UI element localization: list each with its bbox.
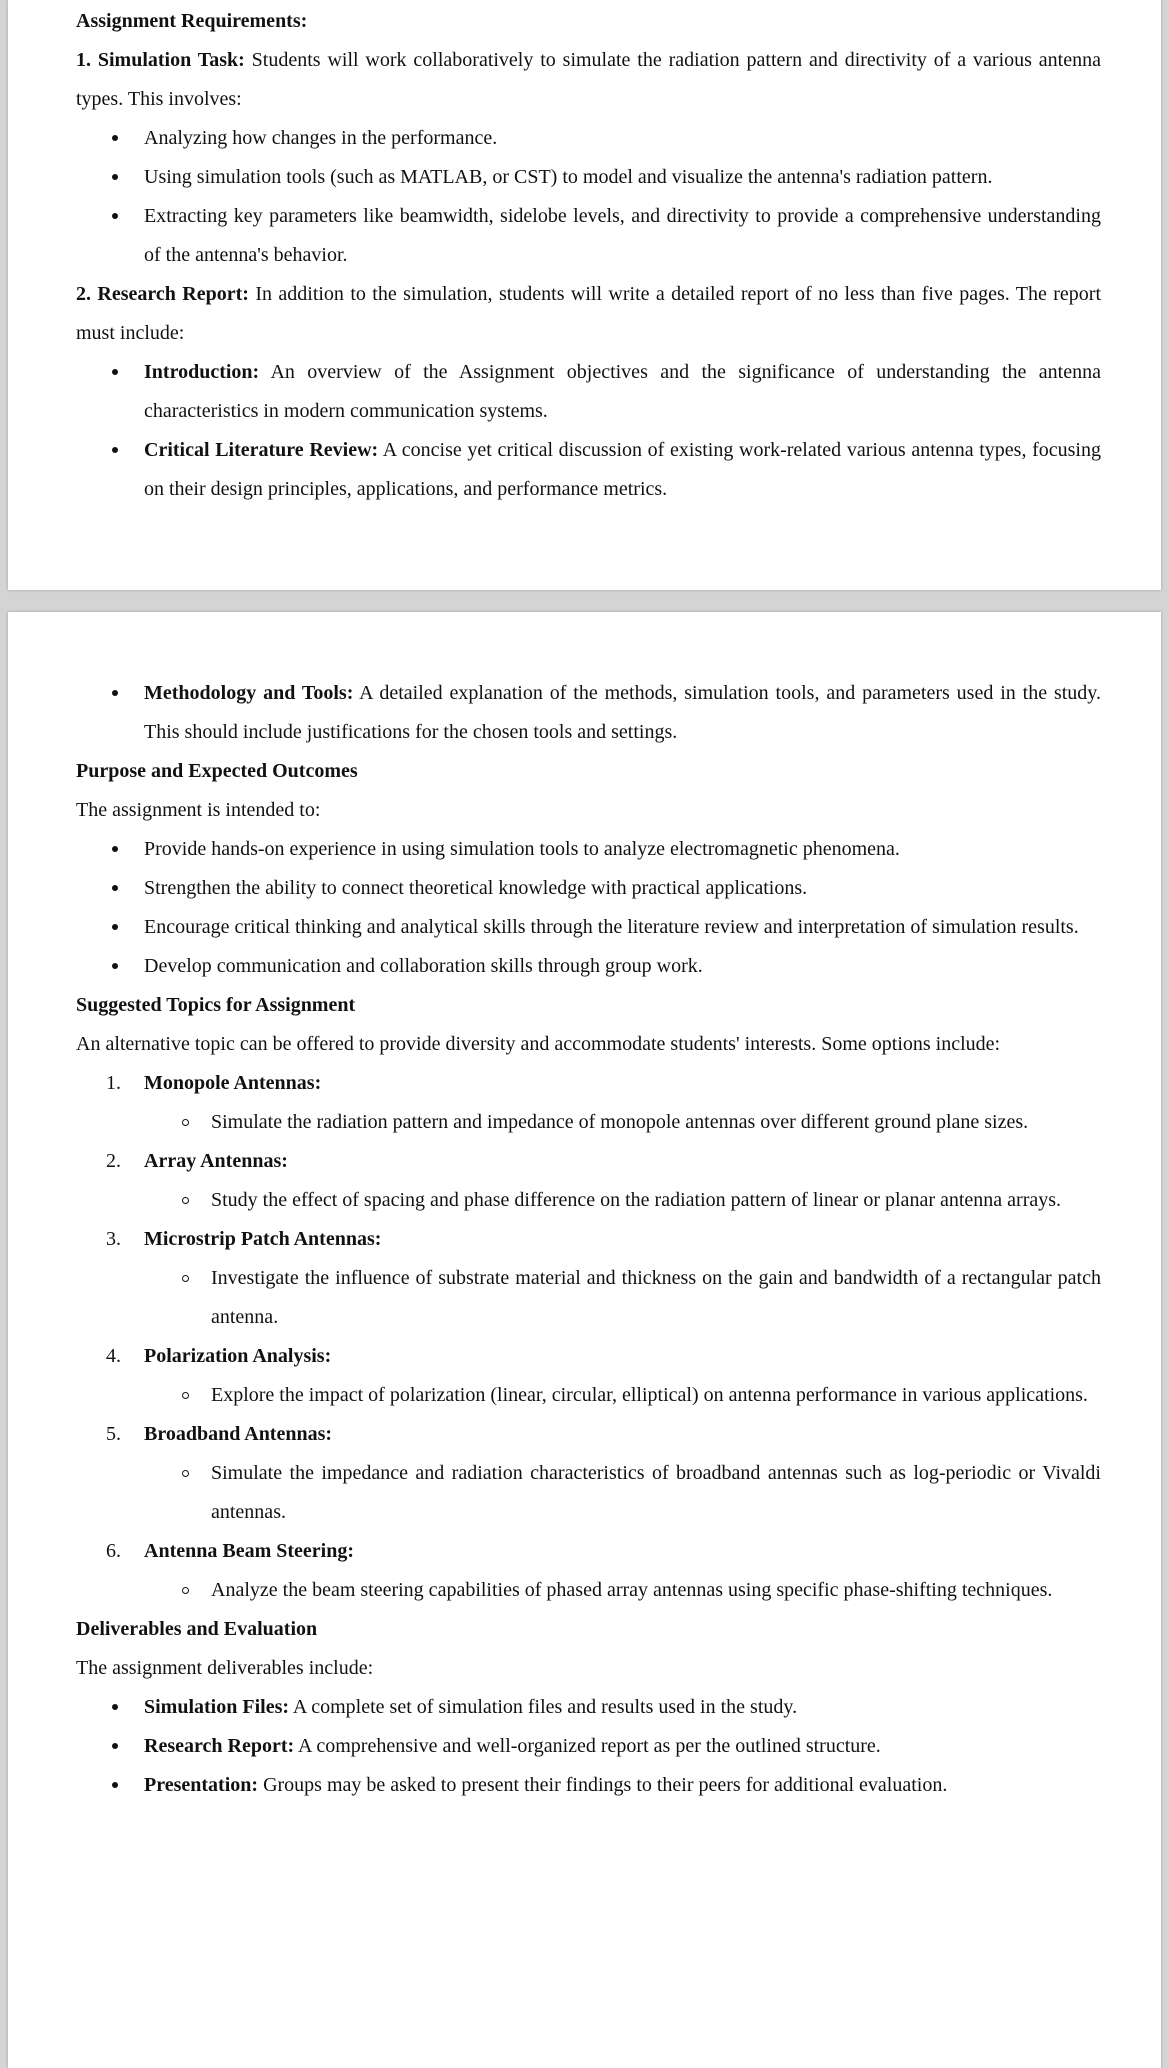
- topic-title: Array Antennas:: [144, 1150, 288, 1172]
- purpose-list: [76, 830, 1101, 986]
- simulation-task-paragraph: 1. Simulation Task: Students will work collaboratively to simulate the radiation pattern and directivity of a various antenna types. This involves:: [76, 49, 1101, 110]
- topic-detail: Investigate the influence of substrate material and thickness on the gain and bandwidth of a rectangular patch antenna.: [211, 1267, 1101, 1328]
- bullet-icon: [112, 174, 118, 180]
- purpose-intro: The assignment is intended to:: [76, 799, 321, 821]
- topic-item: [76, 1064, 1101, 1142]
- methodology-list: [76, 674, 1101, 752]
- bullet-icon: [112, 447, 118, 453]
- bullet-icon: [112, 213, 118, 219]
- list-item: Simulation Files: A complete set of simulation files and results used in the study.: [76, 1688, 1101, 1727]
- topic-title: Microstrip Patch Antennas:: [144, 1228, 382, 1250]
- topic-item: [76, 1220, 1101, 1337]
- topic-item: [76, 1532, 1101, 1610]
- topic-title: Broadband Antennas:: [144, 1423, 333, 1445]
- research-report-list: [76, 353, 1101, 509]
- topic-number: 3.: [106, 1228, 121, 1250]
- heading-purpose: Purpose and Expected Outcomes: [76, 760, 358, 782]
- bullet-icon: [112, 885, 118, 891]
- topic-number: 1.: [106, 1072, 121, 1094]
- list-item: Methodology and Tools: A detailed explanation of the methods, simulation tools, and parameters used in the study. This should include justifications for the chosen tools and settings.: [76, 674, 1101, 752]
- topic-number: 4.: [106, 1345, 121, 1367]
- simulation-task-label: 1. Simulation Task:: [76, 49, 245, 71]
- list-item: Extracting key parameters like beamwidth, sidelobe levels, and directivity to provide a comprehensive understanding of the antenna's behavior.: [76, 197, 1101, 275]
- topic-title: Monopole Antennas:: [144, 1072, 322, 1094]
- topics-list: [76, 1064, 1101, 1610]
- topic-number: 2.: [106, 1150, 121, 1172]
- list-item: Develop communication and collaboration skills through group work.: [76, 947, 1101, 986]
- bullet-icon: [112, 1704, 118, 1710]
- bullet-icon: [112, 369, 118, 375]
- topic-detail: Simulate the radiation pattern and impedance of monopole antennas over different ground plane sizes.: [211, 1111, 1029, 1133]
- bullet-icon: [112, 1782, 118, 1788]
- circle-bullet-icon: [182, 1587, 189, 1594]
- bullet-icon: [112, 963, 118, 969]
- topic-detail: Explore the impact of polarization (linear, circular, elliptical) on antenna performance in various applications.: [211, 1384, 1088, 1406]
- list-item: Analyzing how changes in the performance.: [76, 119, 1101, 158]
- bullet-icon: [112, 846, 118, 852]
- bullet-icon: [112, 924, 118, 930]
- circle-bullet-icon: [182, 1392, 189, 1399]
- topic-item: [76, 1337, 1101, 1415]
- circle-bullet-icon: [182, 1119, 189, 1126]
- heading-deliverables: Deliverables and Evaluation: [76, 1618, 318, 1640]
- topic-detail: Simulate the impedance and radiation characteristics of broadband antennas such as log-periodic or Vivaldi antennas.: [211, 1462, 1101, 1523]
- simulation-task-list: [76, 119, 1101, 275]
- list-item: Presentation: Groups may be asked to present their findings to their peers for additional evaluation.: [76, 1766, 1101, 1805]
- topic-detail: Analyze the beam steering capabilities of phased array antennas using specific phase-shifting techniques.: [211, 1579, 1053, 1601]
- circle-bullet-icon: [182, 1470, 189, 1477]
- deliverables-list: [76, 1688, 1101, 1805]
- topic-title: Antenna Beam Steering:: [144, 1540, 354, 1562]
- list-item: Strengthen the ability to connect theoretical knowledge with practical applications.: [76, 869, 1101, 908]
- document-page-2: [8, 612, 1161, 2068]
- list-item: Encourage critical thinking and analytical skills through the literature review and interpretation of simulation results.: [76, 908, 1101, 947]
- topic-detail: Study the effect of spacing and phase difference on the radiation pattern of linear or planar antenna arrays.: [211, 1189, 1062, 1211]
- bullet-icon: [112, 135, 118, 141]
- heading-suggested-topics: Suggested Topics for Assignment: [76, 994, 356, 1016]
- research-report-label: 2. Research Report:: [76, 283, 249, 305]
- topic-item: [76, 1415, 1101, 1532]
- list-item: Introduction: An overview of the Assignment objectives and the significance of understanding the antenna characteristics in modern communication systems.: [76, 353, 1101, 431]
- bullet-icon: [112, 1743, 118, 1749]
- topic-number: 6.: [106, 1540, 121, 1562]
- circle-bullet-icon: [182, 1275, 189, 1282]
- topic-item: [76, 1142, 1101, 1220]
- topic-title: Polarization Analysis:: [144, 1345, 332, 1367]
- document-page-1: [8, 0, 1161, 590]
- list-item: Provide hands-on experience in using simulation tools to analyze electromagnetic phenomena.: [76, 830, 1101, 869]
- list-item: Research Report: A comprehensive and well-organized report as per the outlined structure.: [76, 1727, 1101, 1766]
- bullet-icon: [112, 690, 118, 696]
- heading-assignment-requirements: Assignment Requirements:: [76, 10, 308, 32]
- deliverables-intro: The assignment deliverables include:: [76, 1657, 374, 1679]
- topic-number: 5.: [106, 1423, 121, 1445]
- list-item: Using simulation tools (such as MATLAB, or CST) to model and visualize the antenna's radiation pattern.: [76, 158, 1101, 197]
- circle-bullet-icon: [182, 1197, 189, 1204]
- research-report-paragraph: 2. Research Report: In addition to the simulation, students will write a detailed report of no less than five pages. The report must include:: [76, 283, 1102, 344]
- topics-intro: An alternative topic can be offered to provide diversity and accommodate students' interests. Some options include:: [76, 1033, 1001, 1055]
- list-item: Critical Literature Review: A concise yet critical discussion of existing work-related various antenna types, focusing on their design principles, applications, and performance metrics.: [76, 431, 1101, 509]
